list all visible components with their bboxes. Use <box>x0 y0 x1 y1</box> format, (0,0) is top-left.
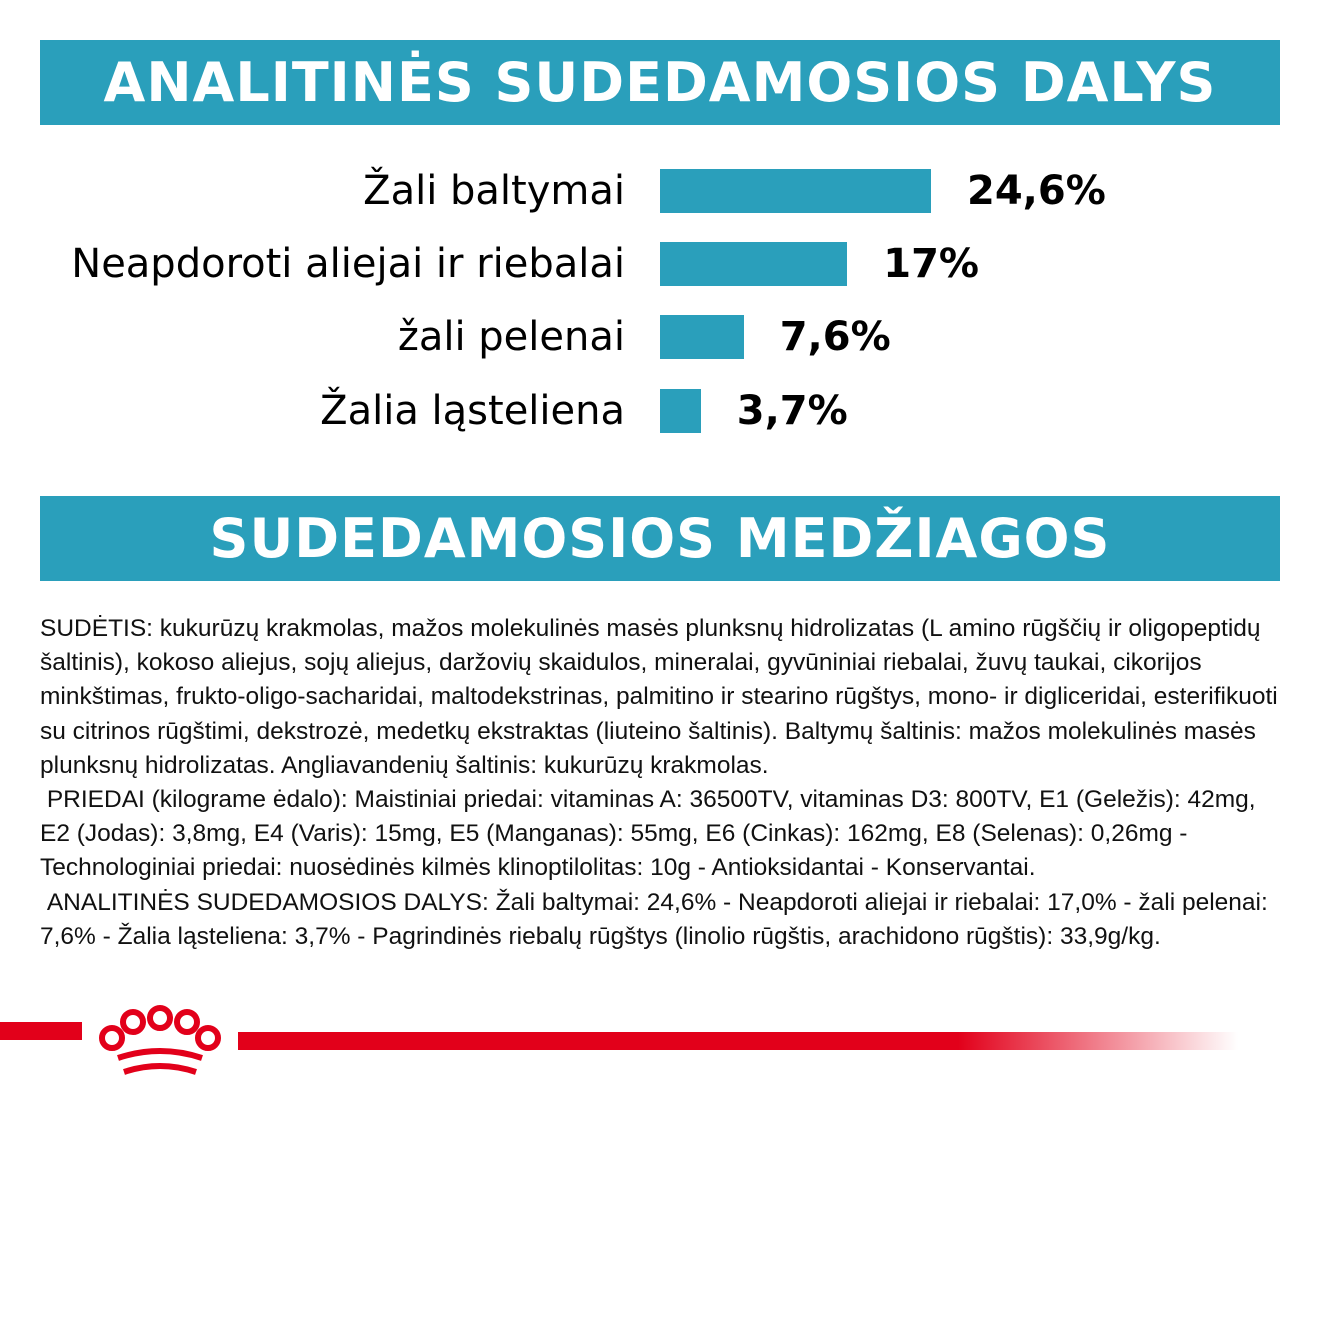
bar <box>660 242 847 286</box>
composition-paragraph: SUDĖTIS: kukurūzų krakmolas, mažos molekulinės masės plunksnų hidrolizatas (L amino rūgščių ir oligopeptidų šaltinis), kokoso aliejus, sojų aliejus, daržovių skaidulos, mineralai, gyvūniniai riebalai, žuvų taukai, cikorijos minkštimas, frukto-oligo-sacharidai, maltodekstrinas, palmitino ir stearino rūgštys, mono- ir digliceridai, esterifikuoti su citrinos rūgštimi, dekstrozė, medetkų ekstraktas (liuteino šaltinis). Baltymų šaltinis: mažos molekulinės masės plunksnų hidrolizatas. Angliavandenių šaltinis: kukurūzų krakmolas. <box>40 615 1285 779</box>
stripe-right <box>238 1032 1238 1050</box>
category-label: Žali baltymai <box>363 168 625 214</box>
chart-row <box>0 389 1320 433</box>
analytical-header: ANALITINĖS SUDEDAMOSIOS DALYS <box>40 40 1280 125</box>
brand-footer <box>0 1000 1320 1120</box>
bar <box>660 169 931 213</box>
bar <box>660 389 701 433</box>
composition-paragraph: ANALITINĖS SUDEDAMOSIOS DALYS: Žali baltymai: 24,6% - Neapdoroti aliejai ir riebalai: 17,0% - žali pelenai: 7,6% - Žalia ląsteliena: 3,7% - Pagrindinės riebalų rūgštys (linolio rūgštis, arachidono rūgštis): 33,9g/kg. <box>40 888 1275 950</box>
category-label: Žalia ląsteliena <box>320 388 625 434</box>
value-label: 24,6% <box>967 168 1106 214</box>
chart-row <box>0 242 1320 286</box>
category-label: Neapdoroti aliejai ir riebalai <box>71 241 625 287</box>
chart-row <box>0 315 1320 359</box>
stripe-left <box>0 1022 82 1040</box>
bar <box>660 315 744 359</box>
ingredients-header: SUDEDAMOSIOS MEDŽIAGOS <box>40 496 1280 581</box>
royal-canin-crown-icon <box>102 1008 218 1072</box>
chart-row <box>0 169 1320 213</box>
composition-paragraph: PRIEDAI (kilograme ėdalo): Maistiniai priedai: vitaminas A: 36500TV, vitaminas D3: 800TV, E1 (Geležis): 42mg, E2 (Jodas): 3,8mg, E4 (Varis): 15mg, E5 (Manganas): 55mg, E6 (Cinkas): 162mg, E8 (Selenas): 0,26mg - Technologiniai priedai: nuosėdinės kilmės klinoptilolitas: 10g - Antioksidantai - Konservantai. <box>40 786 1263 882</box>
category-label: žali pelenai <box>397 314 625 360</box>
value-label: 3,7% <box>736 388 848 434</box>
composition-text <box>40 612 1288 954</box>
value-label: 17% <box>883 241 980 287</box>
value-label: 7,6% <box>779 314 891 360</box>
brand-stripe <box>0 1000 1320 1120</box>
